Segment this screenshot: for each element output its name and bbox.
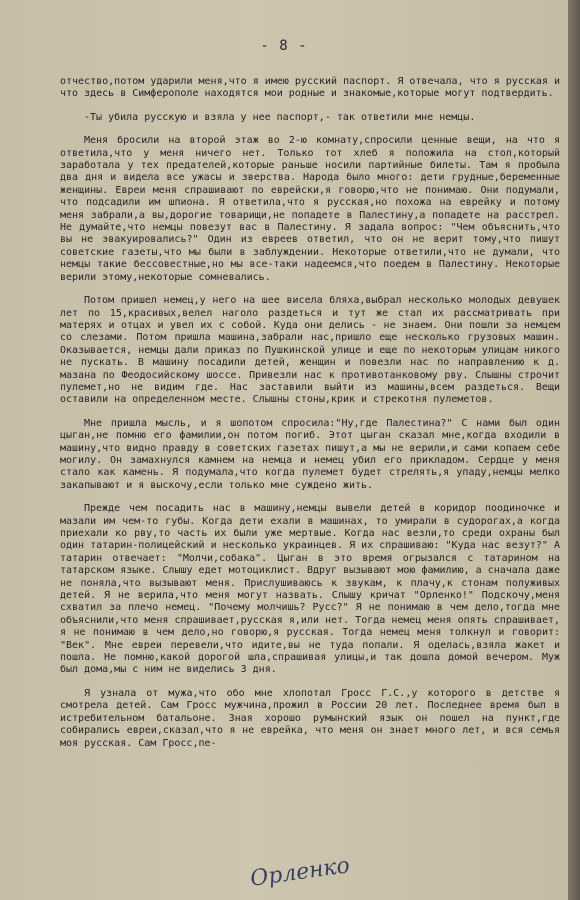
page-number: - 8 - (260, 38, 308, 54)
document-body (60, 76, 560, 761)
paragraph-2: -Ты убила русскую и взяла у нее паспорт,- так ответили мне немцы. (84, 111, 476, 123)
page-edge-shadow (568, 0, 580, 900)
paragraph-1: отчество,потом ударили меня,что я имею русский паспорт. Я отвечала, что я русская и что здесь в Симферополе находятся мои родные и знакомые,которые могут подтвердить. (60, 76, 560, 100)
handwritten-signature: Орленко (248, 853, 352, 892)
paragraph-4: Потом пришел немец,у него на шее висела бляха,выбрал несколько молодых девушек лет по 15,красивых,велел наголо раздеться и тут же стал их рассматривать при матерях и отцах и увел их с собой. Куда они делись - не знаем. Они пошли за немцем со слезами. Потом пришла машина,забрали нас,пришло еще несколько грузовых машин. Оказывается, немцы дали приказ по Пушкинской улице и еще по некоторым улицам никого не пускать. В машину посадили детей, женщин и повезли нас по направлению к д. мазана по Феодосийскому шоссе. Привезли нас к противотанковому рву. Слышны строчит пулемет,но не видим где. Нас заставили выйти из машины,всем раздеться. Вещи оставили на определенном месте. Слышны стоны,крик и стрекотня пулеметов. (60, 295, 560, 406)
paragraph-5: Мне пришла мысль, и я шопотом спросила:"Ну,где Палестина?" С нами был один цыган,не помню его фамилии,он потом погиб. Этот цыган сказал мне,когда входили в машину,что видно правду в советских газетах пишут,а мы не верили,и сами копаем себе могилу. Он замахнулся камнем на немца и немец убил его прикладом. Сердце у меня стало как камень. Я подумала,что когда пулемет будет стрелять,я упаду,немцы мелко закапывают и я выскочу,если только мне суждено жить. (60, 417, 560, 491)
paragraph-3: Меня бросили на второй этаж во 2-ю комнату,спросили ценные вещи, на что я ответила,что у меня ничего нет. Только тот хлеб я положила на стол,который заработала у тех предателей,которые раньше носили партийные билеты. Там я пробыла два дня и видела все ужасы и зверства. Народа было много: дети грудные,беременные женщины. Евреи меня спрашивают по еврейски,я говорю,что не понимаю. Они подумали, что подсадили им шпиона. Я ответила,что я русская,но похожа на еврейку и потому меня забрали,а вы,дорогие товарищи,не попадете в Палестину,а попадете на расстрел. Не думайте,что немцы повезут вас в Палестину. Я задала вопрос: "Чем объяснить,что вы не эвакуировались?" Один из евреев ответил, что он не верит тому,что пишут советские газеты,что мы были в заблуждении. Некоторые ответили,что не думали, что немцы такие бессовестные,но мы все-таки надеемся,что поедем в Палестину. Некоторые верили этому,некоторые сомневались. (60, 135, 560, 283)
paragraph-6: Прежде чем посадить нас в машину,немцы вывели детей в коридор поодиночке и мазали им чем-то губы. Когда дети ехали в машинах, то умирали в судорогах,а когда приехали ко рву,то часть их были уже мертвые. Когда нас везли,то среди охраны был один татарин-полицейский и несколько украинцев. Я их спрашиваю: "Куда нас везут?" А татарин отвечает: "Молчи,собака". Цыган в это время огрызался с татарином на татарском языке. Слышу едет мотоциклист. Вдруг вызывают мою фамилию, а сначала даже не поняла,что вызывают меня. Прислушиваюсь к звукам, к плачу,к стонам полуживых детей. Я не верила,что меня могут назвать. Слышу кричат "Орленко!" Подскочу,меня схватил за плечо немец. "Почему молчишь? Русс?" Я не понимаю в чем дело,тогда мне объяснили,что меня спрашивает,русская я,или нет. Тогда немец меня опять спрашивает, я не понимаю в чем дело,но говорю,я русская. Тогда немец меня толкнул и говорит: "Век". Мне евреи перевели,что идите,вы не туда попали. Я оделась,взяла жакет и пошла. Не помню,какой дорогой шла,спрашивая улицы,и так дошла домой вечером. Муж был дома,мы с ним не виделись 3 дня. (60, 503, 560, 676)
paragraph-7: Я узнала от мужа,что обо мне хлопотал Гросс Г.С.,у которого в детстве я смотрела детей. Сам Гросс мужчина,прожил в России 20 лет. Последнее время был в истребительном батальоне. Зная хорошо румынский язык он пошел на пункт,где собирались евреи,сказал,что я не еврейка, что меня он знает много лет, и вся семья моя русская. Сам Гросс,пе- (60, 687, 560, 749)
